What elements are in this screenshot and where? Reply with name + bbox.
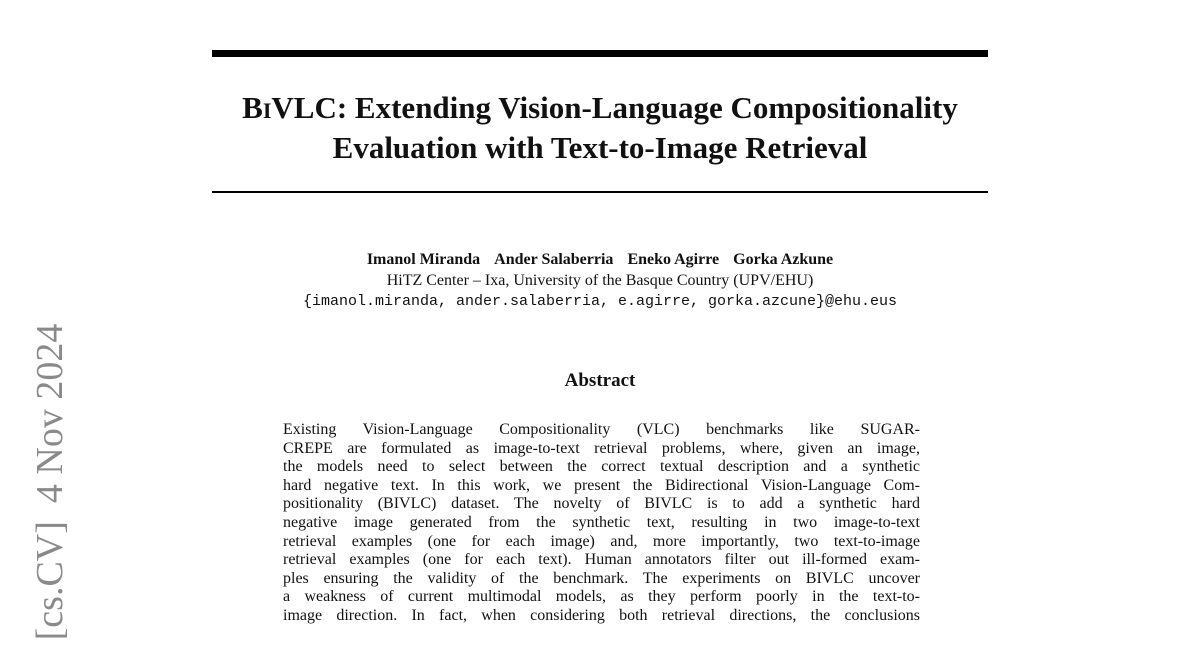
- title-top-rule: [212, 50, 988, 57]
- abstract-line: hard negative text. In this work, we present the Bidirectional Vision-Language Com-: [283, 476, 920, 494]
- author-block: [200, 249, 1000, 312]
- abstract-line: ples ensuring the validity of the benchmark. The experiments on BIVLC uncover: [283, 569, 920, 587]
- arxiv-category: [cs.CV]: [29, 521, 71, 641]
- title-acronym: BiVLC: [242, 90, 337, 125]
- title-line-1-rest: : Extending Vision-Language Compositionality: [336, 90, 958, 125]
- abstract-line: retrieval examples (one for each text). Human annotators filter out ill-formed exam-: [283, 551, 920, 569]
- abstract-text: [283, 421, 920, 626]
- paper-title: [200, 88, 1000, 168]
- title-bottom-rule: [212, 191, 988, 193]
- author-names: [200, 249, 1000, 270]
- abstract-line: the models need to select between the correct textual description and a synthetic: [283, 458, 920, 476]
- author-emails: {imanol.miranda, ander.salaberria, e.agirre, gorka.azcune}@ehu.eus: [302, 293, 898, 310]
- abstract-line: positionality (BIVLC) dataset. The novelty of BIVLC is to add a synthetic hard: [283, 495, 920, 513]
- author-name: Imanol Miranda: [366, 251, 481, 268]
- abstract-heading: Abstract: [564, 370, 636, 391]
- author-name: Ander Salaberria: [494, 251, 614, 268]
- abstract-line: negative image generated from the synthetic text, resulting in two image-to-text: [283, 513, 920, 531]
- author-affiliation: HiTZ Center – Ixa, University of the Basque Country (UPV/EHU): [386, 272, 814, 289]
- abstract-line: image direction. In fact, when considering both retrieval directions, the conclusions: [283, 606, 920, 624]
- abstract-line: retrieval examples (one for each image) and, more importantly, two text-to-image: [283, 532, 920, 550]
- arxiv-sidebar-stamp: [28, 306, 72, 641]
- abstract-line: CREPE are formulated as image-to-text retrieval problems, where, given an image,: [283, 439, 920, 457]
- arxiv-date: 4 Nov 2024: [29, 323, 71, 504]
- author-name: Gorka Azkune: [733, 251, 834, 268]
- abstract-line: Existing Vision-Language Compositionality (VLC) benchmarks like SUGAR-: [283, 421, 920, 438]
- title-line-1: [200, 88, 1000, 128]
- abstract-line: a weakness of current multimodal models, as they perform poorly in the text-to-: [283, 588, 920, 606]
- title-line-2: Evaluation with Text-to-Image Retrieval: [332, 130, 868, 165]
- author-name: Eneko Agirre: [627, 251, 720, 268]
